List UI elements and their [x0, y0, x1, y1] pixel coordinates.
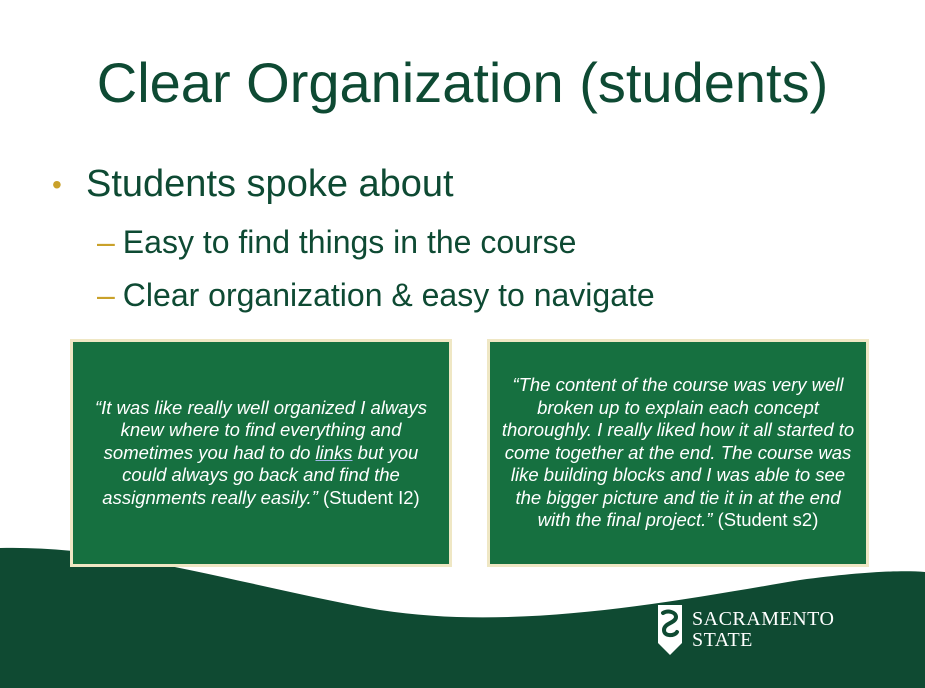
subbullet-text: Clear organization & easy to navigate	[122, 277, 655, 313]
quote-text	[83, 397, 439, 510]
dash-icon: –	[97, 277, 115, 313]
bullet-dot-icon: •	[52, 168, 62, 200]
subbullet-text: Easy to find things in the course	[122, 224, 577, 260]
quote-text	[500, 374, 856, 532]
quote-italic-end: but you could always go back and find the assignments really easily.”	[102, 441, 419, 508]
student-quote-box-2	[487, 339, 869, 567]
student-quote-box-1	[70, 339, 452, 567]
subbullet-item-1	[97, 224, 576, 261]
quote-italic-start: “It was like really well organized I always knew where to find everything and sometimes you had to do	[94, 396, 428, 463]
logo-line-1: SACRAMENTO	[692, 608, 835, 630]
logo-line-2: STATE	[692, 629, 753, 651]
quote-attribution: (Student s2)	[712, 509, 819, 531]
quote-italic: “The content of the course was very well broken up to explain each concept thoroughly. I really liked how it all started to come together at the end. The course was like building blocks and I was able to see the bigger picture and tie it in at the end with the final project.”	[501, 374, 855, 531]
logo-text	[692, 609, 834, 651]
sacramento-state-logo	[654, 603, 834, 657]
quote-attribution: (Student I2)	[317, 486, 420, 508]
bullet-text: Students spoke about	[86, 163, 454, 205]
subbullet-item-2	[97, 277, 655, 314]
slide-title: Clear Organization (students)	[96, 51, 829, 114]
quote-link-word[interactable]: links	[315, 441, 353, 463]
dash-icon: –	[97, 224, 115, 260]
hornet-logo-icon	[654, 603, 686, 657]
bullet-item	[52, 163, 454, 206]
